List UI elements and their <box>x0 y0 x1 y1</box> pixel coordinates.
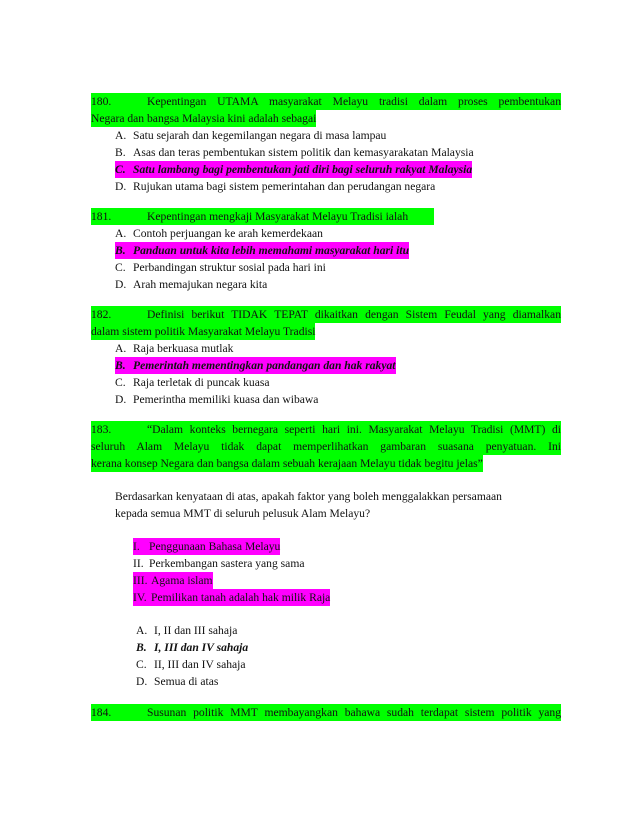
q181-option-b-answer: B. Panduan untuk kita lebih memahami masyarakat hari itu <box>115 244 410 257</box>
q182-stem-line1: Definisi berikut TIDAK TEPAT dikaitkan dengan Sistem Feudal yang diamalkan <box>147 308 561 321</box>
q182-stem-line2: dalam sistem politik Masyarakat Melayu Tradisi <box>91 325 316 338</box>
q183-line1 <box>91 421 561 438</box>
q180-option-a: A. Satu sejarah dan kegemilangan negara di masa lampau <box>115 129 387 142</box>
q183-item-iii: III. Agama islam <box>133 574 213 587</box>
q182-option-b-answer: B. Pemerintah mementingkan pandangan dan hak rakyat <box>115 359 396 372</box>
q184-stem-line1: Susunan politik MMT membayangkan bahawa sudah terdapat sistem politik yang <box>147 706 561 719</box>
q183-quote-line1: “Dalam konteks bernegara seperti hari ini. Masyarakat Melayu Tradisi (MMT) di <box>147 423 561 436</box>
q181-stem: Kepentingan mengkaji Masyarakat Melayu Tradisi ialah <box>147 210 409 223</box>
q181-line1 <box>91 208 434 225</box>
q183-item-i: I. Penggunaan Bahasa Melayu <box>133 540 281 553</box>
q180-line1 <box>91 93 561 110</box>
q181-option-d: D. Arah memajukan negara kita <box>115 278 268 291</box>
q183-option-d: D. Semua di atas <box>136 675 219 688</box>
q183-stem-line1: Berdasarkan kenyataan di atas, apakah faktor yang boleh menggalakkan persamaan <box>115 490 502 503</box>
q182-option-a: A. Raja berkuasa mutlak <box>115 342 234 355</box>
q182-number: 182. <box>91 308 112 321</box>
q183-option-b-answer: B. I, III dan IV sahaja <box>136 641 249 654</box>
q183-number: 183. <box>91 423 112 436</box>
q180-option-b: B. Asas dan teras pembentukan sistem politik dan kemasyarakatan Malaysia <box>115 146 474 159</box>
q181-number: 181. <box>91 210 112 223</box>
q181-option-c: C. Perbandingan struktur sosial pada hari ini <box>115 261 326 274</box>
q182-option-c: C. Raja terletak di puncak kuasa <box>115 376 270 389</box>
q183-option-c: C. II, III dan IV sahaja <box>136 658 246 671</box>
q183-quote-line3: kerana konsep Negara dan bangsa dalam sebuah kerajaan Melayu tidak begitu jelas” <box>91 457 483 470</box>
q183-stem-line2: kepada semua MMT di seluruh pelusuk Alam Melayu? <box>115 507 371 520</box>
q183-item-ii: II. Perkembangan sastera yang sama <box>133 557 305 570</box>
q183-item-iv: IV. Pemilikan tanah adalah hak milik Raja <box>133 591 331 604</box>
q181-option-a: A. Contoh perjuangan ke arah kemerdekaan <box>115 227 323 240</box>
q183-option-a: A. I, II dan III sahaja <box>136 624 238 637</box>
q180-stem-line2: Negara dan bangsa Malaysia kini adalah sebagai <box>91 112 317 125</box>
q180-option-c-answer: C. Satu lambang bagi pembentukan jati diri bagi seluruh rakyat Malaysia <box>115 163 473 176</box>
q184-number: 184. <box>91 706 112 719</box>
q180-option-d: D. Rujukan utama bagi sistem pemerintahan dan perudangan negara <box>115 180 436 193</box>
q182-line1 <box>91 306 561 323</box>
q182-option-d: D. Pemerintha memiliki kuasa dan wibawa <box>115 393 319 406</box>
q184-line1 <box>91 704 561 721</box>
q180-stem-line1: Kepentingan UTAMA masyarakat Melayu tradisi dalam proses pembentukan <box>147 95 561 108</box>
q180-number: 180. <box>91 95 112 108</box>
q183-quote-line2: seluruh Alam Melayu tidak dapat memperlihatkan gambaran suasana penyatuan. Ini <box>91 440 561 453</box>
